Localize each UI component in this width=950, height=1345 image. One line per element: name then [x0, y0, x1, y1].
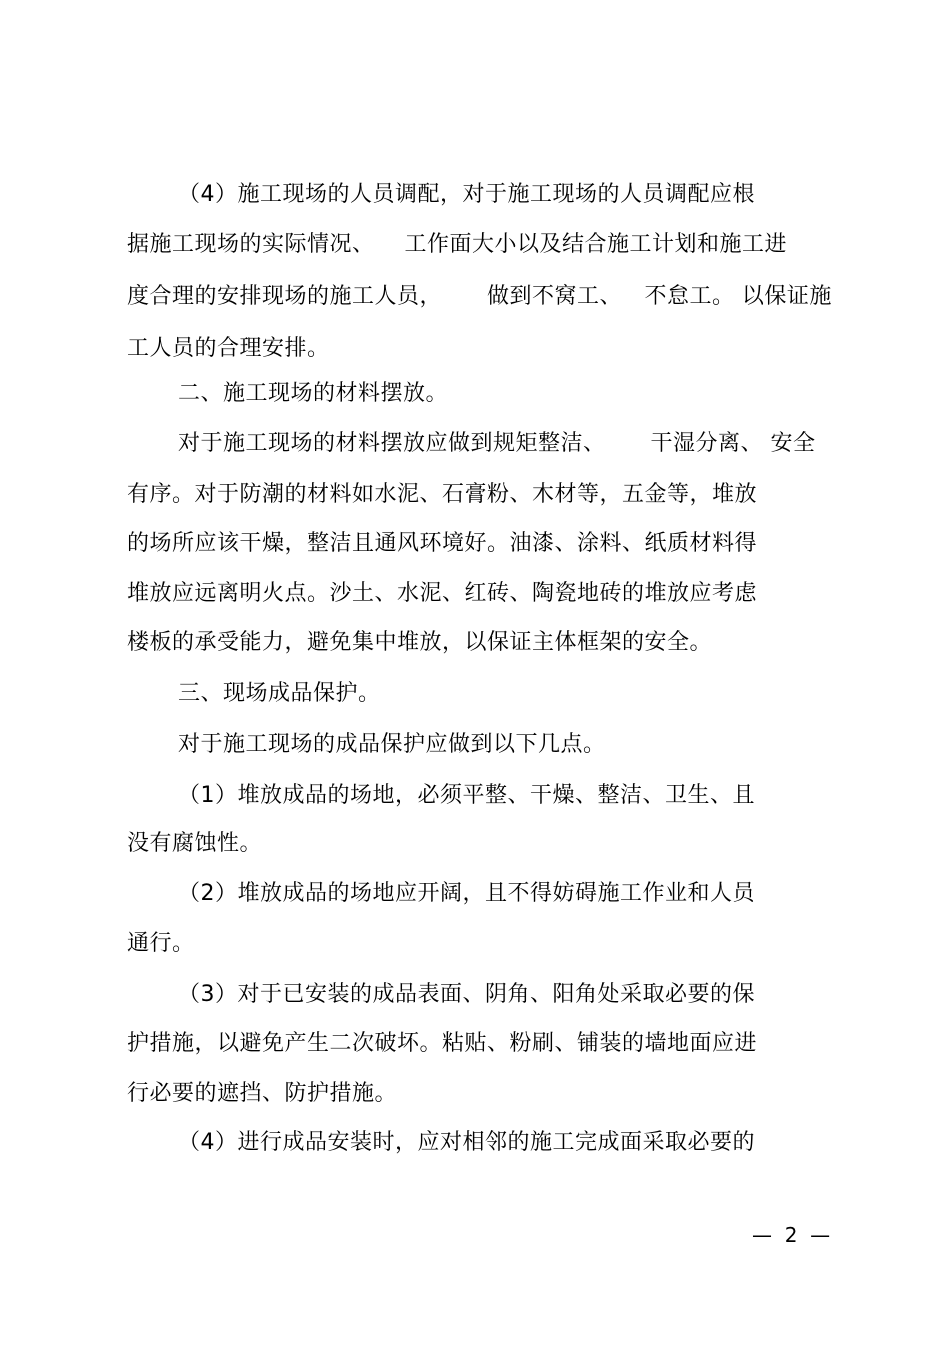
paragraph-line: 据施工现场的实际情况、 工作面大小以及结合施工计划和施工进	[127, 232, 787, 257]
section-heading: 二、施工现场的材料摆放。	[178, 381, 449, 406]
paragraph-line: （3）对于已安装的成品表面、阴角、阳角处采取必要的保	[178, 982, 755, 1007]
paragraph-line: （4）施工现场的人员调配，对于施工现场的人员调配应根	[178, 182, 755, 207]
paragraph-line: 行必要的遮挡、防护措施。	[127, 1081, 398, 1106]
page-number: — 2 —	[752, 1223, 831, 1247]
paragraph-line: （1）堆放成品的场地，必须平整、干燥、整洁、卫生、且	[178, 783, 755, 808]
paragraph-line: 通行。	[127, 931, 195, 956]
paragraph-line: 楼板的承受能力，避免集中堆放，以保证主体框架的安全。	[127, 630, 713, 655]
paragraph-line: 没有腐蚀性。	[127, 831, 263, 856]
paragraph-line: 对于施工现场的材料摆放应做到规矩整洁、 干湿分离、 安全	[178, 431, 816, 456]
paragraph-line: 护措施，以避免产生二次破坏。粘贴、粉刷、铺装的墙地面应进	[127, 1031, 758, 1056]
paragraph-line: 工人员的合理安排。	[127, 336, 330, 361]
paragraph-line: 度合理的安排现场的施工人员， 做到不窝工、 不怠工。 以保证施	[127, 284, 832, 309]
paragraph-line: 有序。对于防潮的材料如水泥、石膏粉、木材等，五金等，堆放	[127, 482, 758, 507]
paragraph-line: 的场所应该干燥，整洁且通风环境好。油漆、涂料、纸质材料得	[127, 531, 758, 556]
section-heading: 三、现场成品保护。	[178, 681, 381, 706]
paragraph-line: （2）堆放成品的场地应开阔，且不得妨碍施工作业和人员	[178, 881, 755, 906]
paragraph-line: 堆放应远离明火点。沙土、水泥、红砖、陶瓷地砖的堆放应考虑	[127, 581, 758, 606]
paragraph-line: （4）进行成品安装时，应对相邻的施工完成面采取必要的	[178, 1130, 755, 1155]
paragraph-line: 对于施工现场的成品保护应做到以下几点。	[178, 732, 606, 757]
